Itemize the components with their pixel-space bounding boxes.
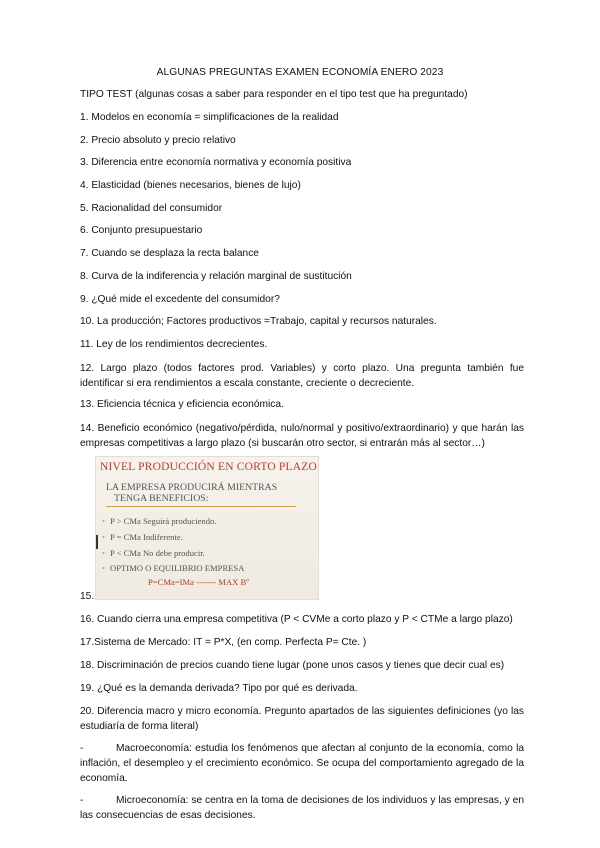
list-item: 17.Sistema de Mercado: IT = P*X, (en comp. Perfecta P= Cte. ) — [80, 637, 367, 648]
slide-divider — [106, 506, 296, 507]
list-item: 10. La producción; Factores productivos =Trabajo, capital y recursos naturales. — [80, 316, 437, 327]
dash-marker: - — [80, 743, 84, 754]
list-item: 18. Discriminación de precios cuando tiene lugar (pone unos casos y tienes que decir cual es) — [80, 660, 505, 671]
slide-bullet: • OPTIMO O EQUILIBRIO EMPRESA — [102, 563, 245, 573]
slide-subtitle-line2: TENGA BENEFICIOS: — [114, 493, 209, 504]
bullet-icon: • — [102, 532, 106, 542]
slide-bullet: • P < CMa No debe producir. — [102, 548, 205, 558]
lecture-slide-image — [95, 456, 319, 600]
slide-subtitle-line1: LA EMPRESA PRODUCIRÁ MIENTRAS — [106, 482, 278, 493]
bullet-icon: • — [102, 548, 106, 558]
list-item: 5. Racionalidad del consumidor — [80, 203, 223, 214]
list-item: 6. Conjunto presupuestario — [80, 225, 203, 236]
slide-title: NIVEL PRODUCCIÓN EN CORTO PLAZO — [100, 461, 317, 473]
list-item: 9. ¿Qué mide el excedente del consumidor? — [80, 294, 280, 305]
list-item: 1. Modelos en economía = simplificaciones de la realidad — [80, 112, 339, 123]
list-item: 19. ¿Qué es la demanda derivada? Tipo por qué es derivada. — [80, 683, 358, 694]
list-item: 3. Diferencia entre economía normativa y economía positiva — [80, 157, 352, 168]
list-item: 4. Elasticidad (bienes necesarios, bienes de lujo) — [80, 180, 301, 191]
slide-bullet: • P > CMa Seguirá produciendo. — [102, 516, 217, 526]
slide-cursor-mark — [96, 535, 98, 549]
definition-micro — [80, 793, 524, 823]
list-item: 13. Eficiencia técnica y eficiencia económica. — [80, 399, 284, 410]
list-item: 16. Cuando cierra una empresa competitiva (P < CVMe a corto plazo y P < CTMe a largo plazo) — [80, 614, 513, 625]
definition-text: Microeconomía: se centra en la toma de decisiones de los individuos y las empresas, y en las consecuencias de esas decisiones. — [80, 795, 524, 821]
definition-text: Macroeconomía: estudia los fenómenos que afectan al conjunto de la economía, como la inflación, el desempleo y el crecimiento económico. Se ocupa del comportamiento agregado de la economía. — [80, 743, 524, 784]
bullet-icon: • — [102, 563, 106, 573]
slide-subtitle — [106, 482, 277, 504]
slide-formula: P=CMa=IMa ------- MAX Bº — [148, 577, 249, 587]
intro-text: TIPO TEST (algunas cosas a saber para responder en el tipo test que ha preguntado) — [80, 89, 468, 100]
dash-marker: - — [80, 795, 84, 806]
definition-macro — [80, 741, 524, 786]
slide-bullet: • P = CMa Indiferente. — [102, 532, 183, 542]
list-item: 11. Ley de los rendimientos decrecientes. — [80, 339, 268, 350]
list-item: 14. Beneficio económico (negativo/pérdida, nulo/normal y positivo/extraordinario) y que harán las empresas competitivas a largo plazo (si buscarán otro sector, si entrarán más al sector…) — [80, 423, 524, 449]
list-item: 7. Cuando se desplaza la recta balance — [80, 248, 259, 259]
list-item-number: 15. — [80, 591, 95, 602]
list-item: 20. Diferencia macro y micro economía. Pregunto apartados de las siguientes definiciones (yo las estudiaría de forma literal) — [80, 706, 524, 732]
list-item: 8. Curva de la indiferencia y relación marginal de sustitución — [80, 271, 352, 282]
bullet-icon: • — [102, 516, 106, 526]
list-item: 2. Precio absoluto y precio relativo — [80, 135, 236, 146]
document-title: ALGUNAS PREGUNTAS EXAMEN ECONOMÍA ENERO 2023 — [156, 67, 444, 78]
list-item: 12. Largo plazo (todos factores prod. Variables) y corto plazo. Una pregunta también fue identificar si era rendimientos a escala constante, creciente o decreciente. — [80, 363, 524, 389]
